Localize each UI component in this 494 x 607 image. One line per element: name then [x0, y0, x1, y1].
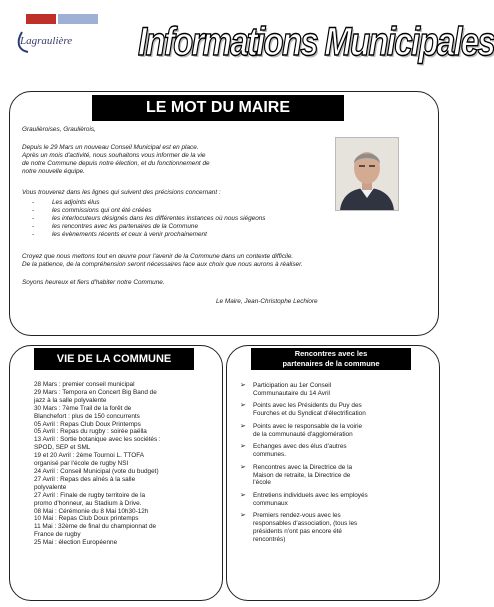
item-line: Premiers rendez-vous avec les [253, 512, 341, 520]
arrow-bullet-icon: ➢ [240, 491, 246, 499]
rencontres-heading-line: Rencontres avec les [294, 349, 368, 358]
event-line: 05 Avril : Repas Club Doux Printemps [34, 420, 141, 428]
intro-line: de notre Commune depuis notre élection, et du fonctionnement de [22, 160, 210, 167]
item-line: Echanges avec des élus d'autres [253, 443, 347, 451]
second-paragraph [22, 253, 432, 269]
list-item [239, 402, 429, 418]
list-item [239, 492, 429, 508]
item-line: Fourches et du Syndicat d'électrification [253, 410, 366, 418]
commune-logo [14, 8, 114, 68]
arrow-bullet-icon: ➢ [240, 382, 246, 389]
intro-line: notre nouvelle équipe. [22, 168, 85, 175]
events-list [34, 381, 214, 547]
arrow-bullet-icon: ➢ [240, 443, 246, 451]
item-line: l'école [253, 479, 271, 487]
list-item: - Les adjoints élus [22, 199, 322, 207]
event-line: SPOD, SEP et SML [34, 444, 91, 452]
event-line: jazz à la salle polyvalente [34, 396, 107, 404]
list-item [239, 423, 429, 439]
event-line: 30 Mars : 7ème Trail de la forêt de [34, 404, 132, 412]
arrow-bullet-icon: ➢ [240, 512, 246, 520]
event-line: 05 Avril : Repas du rugby : soirée paëlla [34, 428, 147, 436]
logo-text: Lagraulière [20, 35, 73, 47]
item-line: Communautaire du 14 Avril [253, 389, 330, 397]
event-line: 13 Avril : Sortie botanique avec les sociétés : [34, 436, 161, 444]
intro-line: Depuis le 29 Mars un nouveau Conseil Municipal est en place. [22, 144, 199, 151]
item-line: présidents n'ont pas encore été [253, 528, 342, 536]
list-item: - les interlocuteurs désignés dans les différentes instances où nous siégeons [22, 215, 322, 223]
greeting: Graulièroises, Graulièrois, [22, 126, 96, 133]
list-item: - les évènements récents et ceux à venir prochainement [22, 231, 322, 239]
mayor-photo [335, 137, 399, 211]
item-line: communaux [253, 499, 288, 507]
event-line: 10 Mai : Repas Club Doux printemps [34, 515, 139, 523]
item-line: Rencontres avec la Directrice de la [253, 463, 353, 471]
mot-du-maire-heading: LE MOT DU MAIRE [92, 95, 344, 121]
event-line: polyvalente [34, 483, 67, 491]
item-line: responsables d'association, (tous les [253, 520, 358, 528]
vie-commune-heading: VIE DE LA COMMUNE [34, 348, 194, 370]
rencontres-list [239, 382, 429, 549]
list-item: - les commissions qui ont été créées [22, 207, 322, 215]
event-line: 29 Mars : Tempora en Concert Big Band de [34, 388, 157, 396]
event-line: 08 Mai : Cérémonie du 8 Mai 10h30-12h [34, 507, 149, 515]
event-line: 27 Avril : Repas des aînés à la salle [34, 475, 136, 483]
event-line: promo d'honneur, au Stadium à Drive. [34, 499, 142, 507]
item-line: rencontrés) [253, 536, 286, 544]
intro-paragraph [22, 144, 322, 176]
event-line: organisé par l'école de rugby NSI [34, 460, 129, 468]
event-line: 28 Mars : premier conseil municipal [34, 381, 135, 388]
paragraph-line: De la patience, de la compréhension seront nécessaires face aux choix que nous aurons à réaliser. [22, 261, 303, 268]
paragraph-line: Croyez que nous mettons tout en œuvre pour l'avenir de la Commune dans un contexte difficile. [22, 253, 294, 260]
logo-blue-bar [58, 14, 98, 24]
arrow-bullet-icon: ➢ [240, 463, 246, 471]
signature: Le Maire, Jean-Christophe Lechiore [216, 298, 318, 305]
list-item [239, 512, 429, 544]
item-line: de la communauté d'agglomération [253, 430, 353, 438]
logo-red-bar [26, 14, 56, 24]
list-item: - les rencontres avec les partenaires de la Commune [22, 223, 322, 231]
arrow-bullet-icon: ➢ [240, 422, 246, 430]
closing-line: Soyons heureux et fiers d'habiter notre Commune. [22, 279, 165, 286]
rencontres-heading [251, 348, 411, 370]
event-line: Blanchefort : plus de 150 concurrents [34, 412, 140, 420]
event-line: 25 Mai : élection Européenne [34, 539, 118, 547]
mayor-portrait-icon [336, 138, 398, 210]
mot-du-maire-panel [9, 91, 439, 336]
event-line: France de rugby [34, 531, 81, 539]
event-line: 24 Avril : Conseil Municipal (vote du budget) [34, 467, 159, 475]
event-line: 27 Avril : Finale de rugby territoire de la [34, 491, 146, 499]
page-title: Informations Municipales [138, 20, 494, 64]
topics-list [22, 199, 322, 239]
item-line: communes. [253, 451, 287, 459]
item-line: Points avec les Présidents du Puy des [253, 402, 362, 410]
list-item [239, 443, 429, 459]
item-line: Points avec le responsable de la voirie [253, 422, 363, 430]
item-line: Participation au 1er Conseil [253, 382, 332, 389]
rencontres-panel [226, 345, 440, 601]
arrow-bullet-icon: ➢ [240, 402, 246, 410]
list-item [239, 464, 429, 488]
intro-line: Après un mois d'activité, nous souhaitons vous informer de la vie [22, 152, 206, 159]
list-intro: Vous trouverez dans les lignes qui suivent des précisions concernant : [22, 189, 221, 196]
item-line: Maison de retraite, la Directrice de [253, 471, 351, 479]
event-line: 19 et 20 Avril : 2ème Tournoi L. TTOFA [34, 452, 145, 460]
item-line: Entretiens individuels avec les employés [253, 491, 368, 499]
event-line: 11 Mai : 32ème de final du championnat de [34, 523, 157, 531]
rencontres-heading-line: partenaires de la commune [282, 359, 380, 368]
list-item [239, 382, 429, 398]
